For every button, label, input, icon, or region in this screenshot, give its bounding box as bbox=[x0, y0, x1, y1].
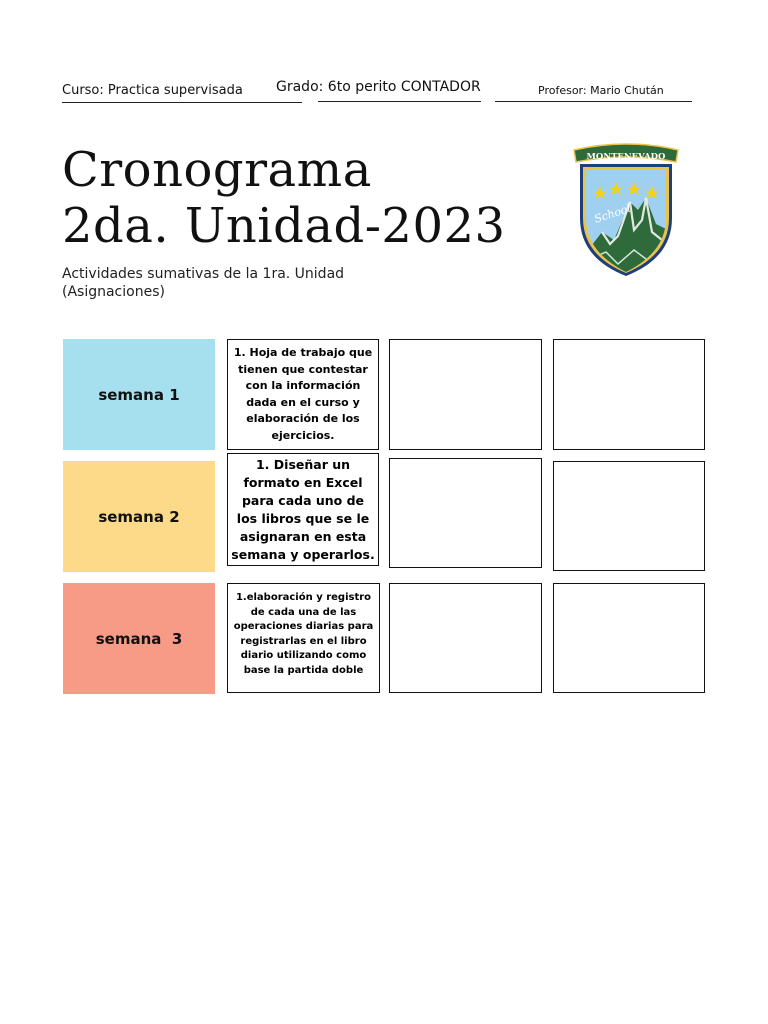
week-1-empty-cell-2 bbox=[553, 339, 705, 450]
title-line-1: Cronograma bbox=[62, 142, 372, 198]
week-3-label: semana 3 bbox=[63, 583, 215, 694]
week-1-empty-cell-1 bbox=[389, 339, 542, 450]
curso-underline bbox=[62, 102, 302, 103]
subtitle-line-1: Actividades sumativas de la 1ra. Unidad bbox=[62, 266, 345, 282]
crest-script-text: School bbox=[592, 201, 633, 226]
week-3-empty-cell-2 bbox=[553, 583, 705, 693]
week-2-activity: 1. Diseñar un formato en Excel para cada uno de los libros que se le asignaran en esta semana y operarlos. bbox=[227, 453, 379, 566]
curso-field: Curso: Practica supervisada bbox=[62, 83, 243, 98]
week-3-empty-cell-1 bbox=[389, 583, 542, 693]
grado-underline bbox=[318, 101, 481, 102]
title-line-2: 2da. Unidad-2023 bbox=[62, 198, 506, 254]
week-1-label: semana 1 bbox=[63, 339, 215, 450]
subtitle-line-2: (Asignaciones) bbox=[62, 284, 165, 300]
school-crest-icon bbox=[572, 140, 680, 276]
profesor-underline bbox=[495, 101, 692, 102]
week-1-activity: 1. Hoja de trabajo que tienen que contestar con la información dada en el curso y elaboración de los ejercicios. bbox=[227, 339, 379, 450]
grado-field: Grado: 6to perito CONTADOR bbox=[276, 79, 481, 95]
week-2-empty-cell-1 bbox=[389, 458, 542, 568]
week-3-activity: 1.elaboración y registro de cada una de las operaciones diarias para registrarlas en el libro diario utilizando como base la partida doble bbox=[227, 583, 380, 693]
page-title bbox=[62, 142, 506, 254]
week-2-label: semana 2 bbox=[63, 461, 215, 572]
week-2-empty-cell-2 bbox=[553, 461, 705, 571]
page-subtitle bbox=[62, 265, 344, 301]
crest-banner-text: MONTENEVADO bbox=[586, 152, 666, 162]
profesor-field: Profesor: Mario Chután bbox=[538, 84, 664, 97]
